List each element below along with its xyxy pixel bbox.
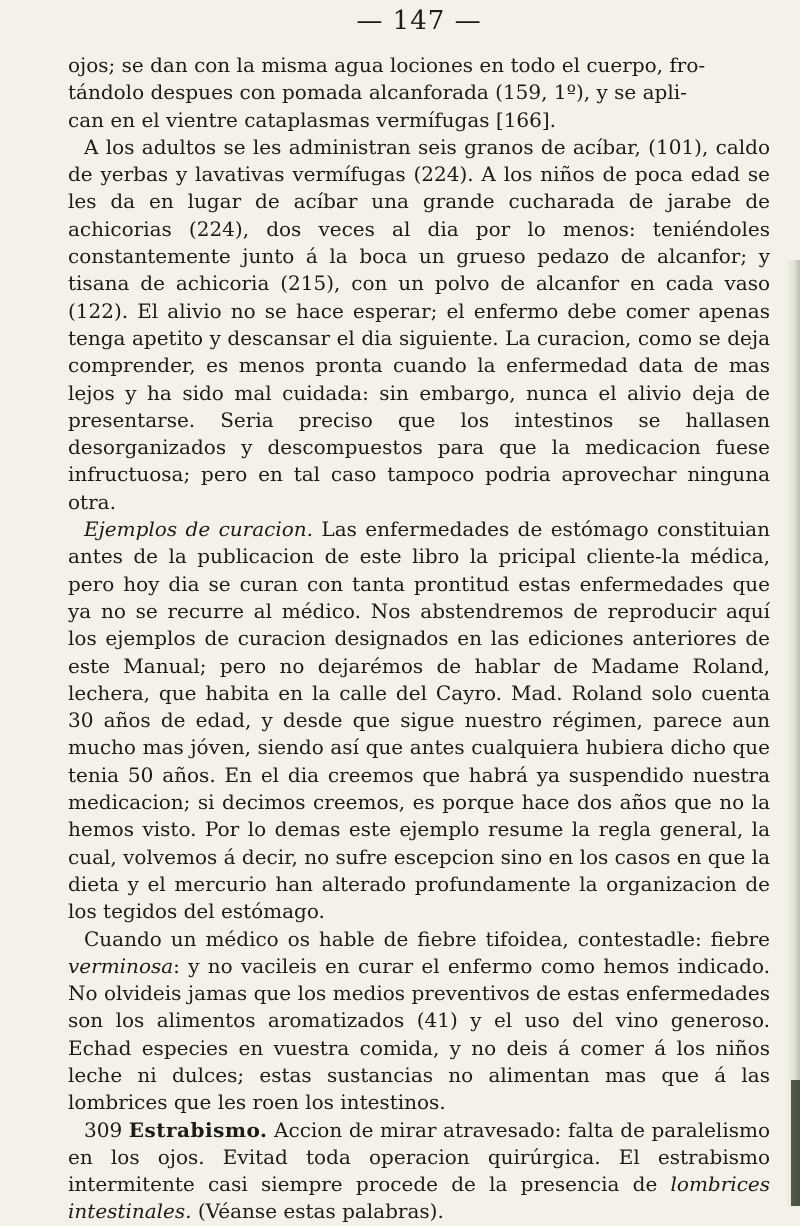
page-number: — 147 — [356, 6, 482, 36]
page-edge-dark [791, 1080, 800, 1206]
text-segment: ojos; se dan con la misma agua lociones en todo el cuerpo, fro- tándolo despues con pomada alcanforada (159, 1º), y se apli- can en el vientre cataplasmas vermífugas [166]. [68, 53, 706, 132]
section-number: 309 [84, 1117, 129, 1142]
text-segment: Las enfermedades de estómago constituian antes de la publicacion de este libro la pricipal cliente-la médica, pero hoy dia se curan con tanta prontitud estas enfermedades que ya no se recurre al médico. Nos abstendremos de reproducir aquí los ejemplos de curacion designados en las ediciones anteriores de este Manual; pero no dejarémos de hablar de Madame Roland, lechera, que habita en la calle del Cayro. Mad. Roland solo cuenta 30 años de edad, y desde que sigue nuestro régimen, parece aun mucho mas jóven, siendo así que antes cualquiera hubiera dicho que tenia 50 años. En el dia creemos que habrá ya suspendido nuestra medicacion; si decimos creemos, es porque hace dos años que no la hemos visto. Por lo demas este ejemplo resume la regla general, la cual, volvemos á decir, no sufre escepcion sino en los casos en que la dieta y el mercurio han alterado profundamente la organizacion de los tegidos del estómago. [68, 517, 771, 924]
subheading-examples: Ejemplos de curacion. [84, 517, 314, 542]
text-segment: A los adultos se les administran seis granos de acíbar, (101), caldo de yerbas y lavativas vermífugas (224). A los niños de poca edad se les da en lugar de acíbar una grande cucharada de jarabe de achicorias (224), dos veces al dia por lo menos: teniéndoles constantemente junto á la boca un grueso pedazo de alcanfor; y tisana de achicoria (215), con un polvo de alcanfor en cada vaso (122). El alivio no se hace esperar; el enfermo debe comer apenas tenga apetito y descansar el dia siguiente. La curacion, como se deja comprender, es menos pronta cuando la enfermedad data de mas lejos y ha sido mal cuidada: sin embargo, nunca el alivio deja de presentarse. Seria preciso que los intestinos se hallasen desorganizados y descompuestos para que la medicacion fuese infructuosa; pero en tal caso tampoco podria aprovechar ninguna otra. [68, 134, 770, 514]
paragraph-typhoid [68, 926, 770, 1117]
paragraph-strabismus [68, 1117, 770, 1226]
text-segment: : y no vacileis en curar el enfermo como hemos indicado. No olvideis jamas que los medios preventivos de estas enfermedades son los alimentos aromatizados (41) y el uso del vino generoso. Echad especies en vuestra comida, y no deis á comer á los niños leche ni dulces; estas sustancias no alimentan mas que á las lombrices que les roen los intestinos. [68, 953, 770, 1115]
page-edge-shadow [786, 260, 800, 1206]
text-segment: Accion de mirar atravesado: falta de paralelismo en los ojos. Evitad toda operacion quirúrgica. El estrabismo intermitente casi siempre procede de la presencia de [68, 1117, 770, 1197]
entry-term-estrabismo: Estrabismo. [128, 1117, 268, 1142]
book-page [68, 0, 771, 1224]
paragraph-continuation [68, 52, 770, 134]
text-segment: (Véanse estas palabras). [191, 1199, 444, 1224]
term-verminosa: verminosa [68, 953, 174, 978]
term-lombrices: lombrices intestinales. [68, 1172, 770, 1224]
text-segment: Cuando un médico os hable de fiebre tifoidea, contestadle: fiebre [84, 926, 770, 951]
paragraph-adult-treatment [68, 134, 770, 516]
paragraph-examples [68, 516, 770, 925]
body-text [68, 52, 770, 1226]
